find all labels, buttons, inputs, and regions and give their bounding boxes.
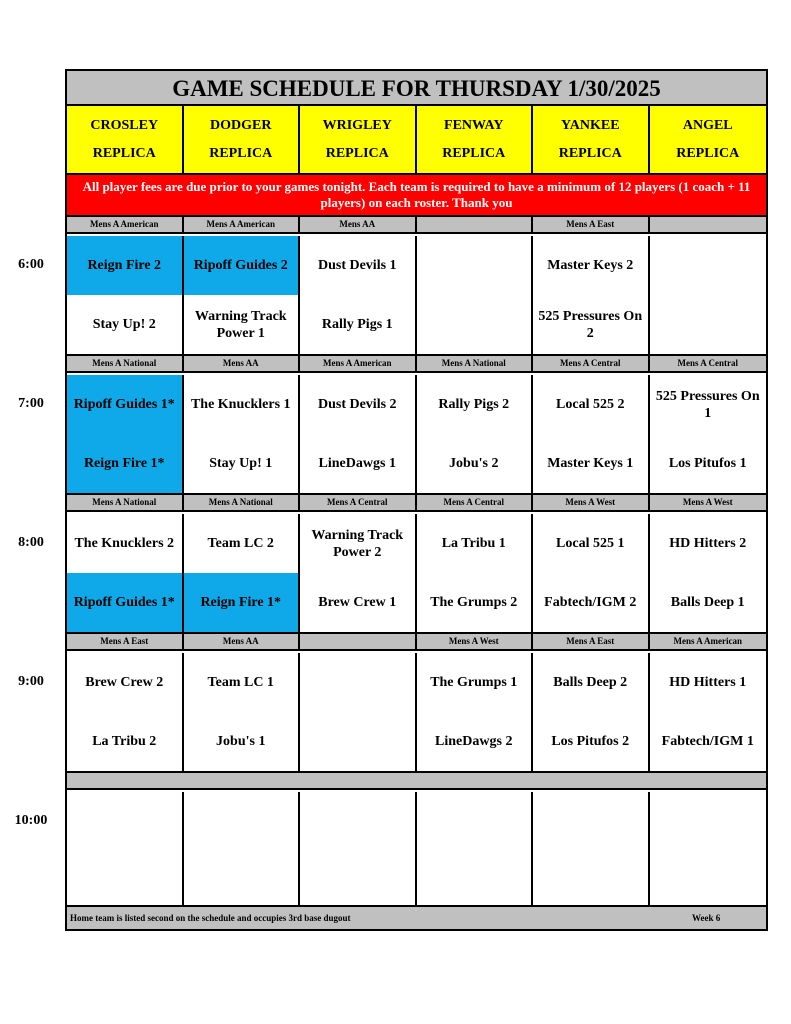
home-team: Jobu's 1	[216, 734, 266, 749]
division-label: Mens A Central	[677, 358, 738, 368]
game-cell	[533, 653, 650, 771]
division-label: Mens A Central	[300, 495, 417, 510]
away-team: Warning Track Power 2	[311, 527, 404, 560]
division-label: Mens A National	[184, 495, 301, 510]
division-label: Mens A East	[67, 634, 184, 649]
home-team: Brew Crew 1	[318, 595, 397, 610]
home-team	[184, 851, 299, 910]
game-cell	[67, 653, 184, 771]
game-cell	[184, 375, 301, 493]
away-team	[184, 792, 299, 851]
field-header-row	[67, 106, 766, 175]
home-team: Warning Track Power 1	[194, 308, 287, 341]
home-team: LineDawgs 2	[435, 734, 513, 749]
game-cell	[67, 514, 184, 632]
away-team: The Grumps 1	[430, 675, 518, 690]
game-cell	[650, 792, 767, 910]
home-team: Reign Fire 1*	[67, 434, 182, 493]
away-team: Ripoff Guides 2	[184, 236, 299, 295]
home-team: Master Keys 1	[547, 456, 634, 471]
home-team: Rally Pigs 1	[321, 317, 393, 332]
home-team: Ripoff Guides 1*	[67, 573, 182, 632]
away-team: Balls Deep 2	[553, 675, 628, 690]
division-label: Mens A American	[67, 217, 184, 232]
game-cell	[417, 792, 534, 910]
home-team: Jobu's 2	[449, 456, 499, 471]
time-label: 7:00	[18, 396, 44, 411]
field-header-crosley	[67, 106, 184, 173]
spacer-row	[67, 773, 766, 790]
division-label: Mens A Central	[533, 356, 650, 371]
game-cell	[417, 653, 534, 771]
home-team	[417, 295, 532, 354]
home-team	[650, 851, 767, 910]
away-team: Local 525 2	[556, 397, 625, 412]
field-subtitle: REPLICA	[442, 145, 506, 161]
away-team: Reign Fire 2	[67, 236, 182, 295]
fee-notice: All player fees are due prior to your games tonight. Each team is required to have a minimum of 12 players (1 coach + 11 players) on each roster. Thank you	[67, 175, 766, 217]
away-team: La Tribu 1	[441, 536, 506, 551]
division-label	[650, 217, 767, 232]
game-cell	[650, 236, 767, 354]
home-team-note: Home team is listed second on the schedule and occupies 3rd base dugout	[70, 913, 351, 923]
division-row	[67, 356, 766, 373]
field-name: ANGEL	[682, 117, 733, 133]
away-team: Dust Devils 2	[317, 397, 397, 412]
division-label: Mens A West	[682, 497, 733, 507]
away-team: HD Hitters 1	[669, 675, 747, 690]
field-name: DODGER	[210, 117, 272, 133]
home-team: Los Pitufos 2	[551, 734, 630, 749]
home-team: Balls Deep 1	[670, 595, 745, 610]
game-cell	[184, 653, 301, 771]
time-label: 9:00	[18, 674, 44, 689]
division-label: Mens A West	[533, 495, 650, 510]
home-team: Fabtech/IGM 1	[661, 734, 754, 749]
week-label: Week 6	[692, 913, 721, 923]
division-row	[67, 495, 766, 512]
division-label: Mens AA	[184, 634, 301, 649]
division-label: Mens A American	[673, 636, 742, 646]
game-cell	[300, 514, 417, 632]
home-team: Los Pitufos 1	[668, 456, 747, 471]
home-team	[417, 851, 532, 910]
game-cell	[417, 514, 534, 632]
time-label: 8:00	[18, 535, 44, 550]
away-team	[417, 792, 532, 851]
game-cell	[650, 375, 767, 493]
field-subtitle: REPLICA	[92, 145, 156, 161]
away-team: Team LC 1	[207, 675, 274, 690]
away-team: HD Hitters 2	[669, 536, 747, 551]
field-subtitle: REPLICA	[558, 145, 622, 161]
away-team: The Knucklers 1	[190, 397, 291, 412]
division-label: Mens A Central	[417, 495, 534, 510]
division-label: Mens A American	[300, 356, 417, 371]
time-slot-row	[67, 236, 766, 356]
away-team: Master Keys 2	[547, 258, 634, 273]
away-team: Dust Devils 1	[317, 258, 397, 273]
away-team	[417, 236, 532, 295]
away-team: Team LC 2	[207, 536, 274, 551]
home-team: LineDawgs 1	[318, 456, 396, 471]
home-team	[67, 851, 182, 910]
field-subtitle: REPLICA	[209, 145, 273, 161]
game-cell	[300, 375, 417, 493]
home-team	[650, 295, 767, 354]
home-team: Stay Up! 2	[92, 317, 156, 332]
home-team: Reign Fire 1*	[184, 573, 299, 632]
game-cell	[533, 792, 650, 910]
field-header-fenway	[417, 106, 534, 173]
division-label: Mens A American	[184, 217, 301, 232]
away-team	[650, 236, 767, 295]
home-team: 525 Pressures On 2	[538, 308, 643, 341]
time-slot-row	[67, 653, 766, 773]
schedule-sheet	[65, 69, 768, 931]
away-team	[533, 792, 648, 851]
home-team	[300, 851, 415, 910]
division-row	[67, 217, 766, 234]
game-cell	[184, 236, 301, 354]
time-slot-row	[67, 792, 766, 912]
field-header-wrigley	[300, 106, 417, 173]
field-subtitle: REPLICA	[676, 145, 740, 161]
game-cell	[67, 792, 184, 910]
game-cell	[67, 236, 184, 354]
home-team	[533, 851, 648, 910]
division-label: Mens A East	[533, 634, 650, 649]
away-team: Brew Crew 2	[85, 675, 164, 690]
field-name: CROSLEY	[90, 117, 159, 133]
home-team: La Tribu 2	[92, 734, 157, 749]
game-cell	[300, 792, 417, 910]
away-team: Local 525 1	[556, 536, 625, 551]
page-title: GAME SCHEDULE FOR THURSDAY 1/30/2025	[67, 71, 766, 106]
away-team	[300, 653, 415, 712]
away-team: The Knucklers 2	[74, 536, 175, 551]
game-cell	[650, 653, 767, 771]
division-label: Mens A National	[67, 495, 184, 510]
away-team: Ripoff Guides 1*	[67, 375, 182, 434]
field-name: FENWAY	[444, 117, 504, 133]
division-label: Mens A National	[417, 356, 534, 371]
field-header-dodger	[184, 106, 301, 173]
division-label: Mens A National	[67, 356, 184, 371]
field-header-angel	[650, 106, 767, 173]
away-team: Rally Pigs 2	[438, 397, 510, 412]
game-cell	[67, 375, 184, 493]
home-team	[300, 712, 415, 771]
game-cell	[300, 236, 417, 354]
away-team	[650, 792, 767, 851]
game-cell	[184, 514, 301, 632]
home-team: The Grumps 2	[430, 595, 518, 610]
division-label: Mens AA	[184, 356, 301, 371]
time-label: 6:00	[18, 257, 44, 272]
home-team: Fabtech/IGM 2	[544, 595, 637, 610]
division-row	[67, 634, 766, 651]
time-label: 10:00	[14, 813, 48, 828]
field-subtitle: REPLICA	[325, 145, 389, 161]
field-name: YANKEE	[560, 117, 620, 133]
game-cell	[417, 236, 534, 354]
division-label: Mens AA	[300, 217, 417, 232]
field-header-yankee	[533, 106, 650, 173]
time-slot-row	[67, 514, 766, 634]
game-cell	[650, 514, 767, 632]
game-cell	[184, 792, 301, 910]
game-cell	[533, 236, 650, 354]
game-cell	[533, 375, 650, 493]
field-name: WRIGLEY	[322, 117, 392, 133]
game-cell	[300, 653, 417, 771]
footer-bar	[67, 905, 766, 929]
away-team: 525 Pressures On 1	[655, 388, 760, 421]
division-label	[300, 634, 417, 649]
away-team	[67, 792, 182, 851]
division-label: Mens A West	[417, 634, 534, 649]
game-cell	[533, 514, 650, 632]
time-slot-row	[67, 375, 766, 495]
away-team	[300, 792, 415, 851]
home-team: Stay Up! 1	[209, 456, 273, 471]
division-label: Mens A East	[533, 217, 650, 232]
game-cell	[417, 375, 534, 493]
division-label	[417, 217, 534, 232]
